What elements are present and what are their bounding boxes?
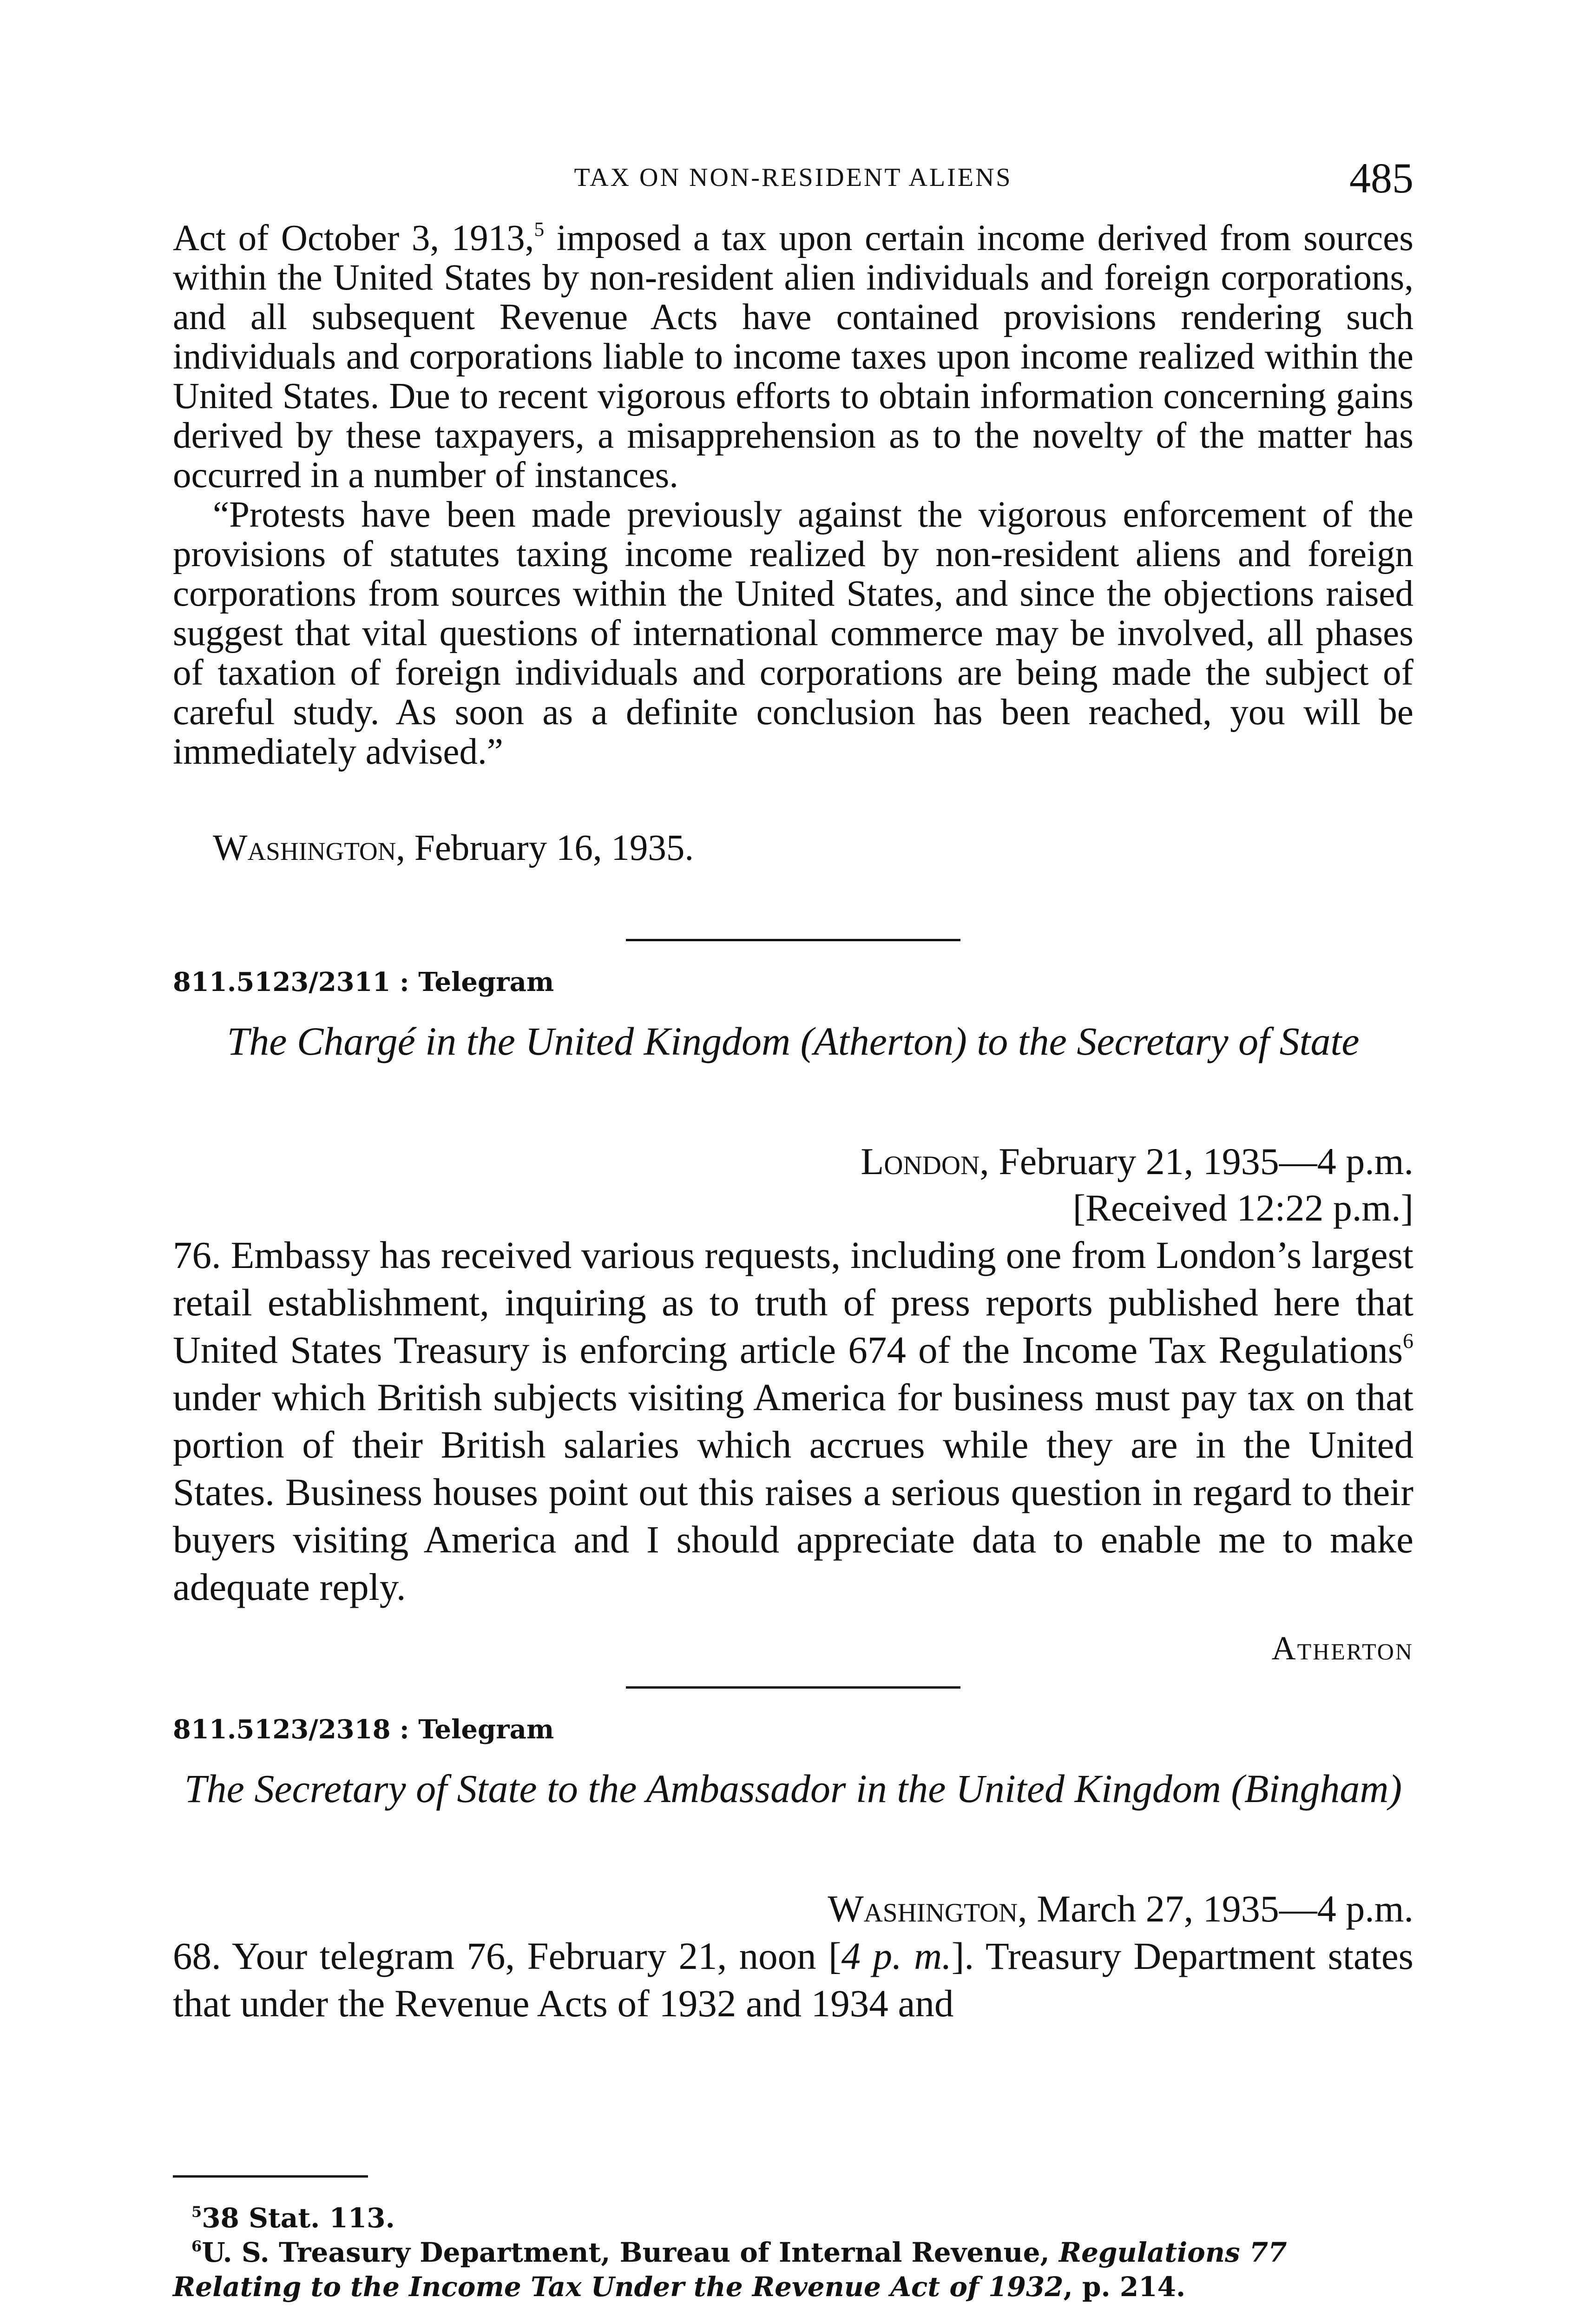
footnote-text: , p. 214. xyxy=(1063,2271,1186,2303)
paragraph-protests: “Protests have been made previously against the vigorous enforcement of the provisions of statutes taxing income realized by non-resident aliens and foreign corporations from sources within the United States, and since the objections raised suggest that vital questions of international commerce may be involved, all phases of taxation of foreign individuals and corporations are being made the subject of careful study. As soon as a definite conclusion has been reached, you will be immediately advised.” xyxy=(173,495,1413,772)
footnote-mark: 6 xyxy=(191,2237,202,2255)
footnote-5 xyxy=(173,2201,1413,2235)
paragraph-text: 76. Embassy has received various requests, including one from London’s largest retail establishment, inquiring as to truth of press reports published here that United States Treasury is enforcing article 674 of the Income Tax Regulations xyxy=(173,1234,1413,1371)
signature-atherton: Atherton xyxy=(1271,1630,1413,1667)
paragraph-text: 68. Your telegram 76, February 21, noon [ xyxy=(173,1934,841,1977)
footnote-text: U. S. Treasury Department, Bureau of Internal Revenue, xyxy=(202,2237,1059,2268)
paragraph-text: ]. Treasury Department states that under the Revenue Acts of 1932 and 1934 and xyxy=(173,1934,1413,2025)
section-divider xyxy=(626,939,960,941)
footnote-title: Regulations 77 Relating to the Income Tax Under the Revenue Act of 1932 xyxy=(173,2237,1287,2303)
file-reference: 811.5123/2318 : Telegram xyxy=(173,1714,554,1745)
document-heading: The Chargé in the United Kingdom (Atherton) to the Secretary of State xyxy=(227,1019,1360,1063)
footnote-text: 38 Stat. 113. xyxy=(202,2202,395,2234)
document-heading: The Secretary of State to the Ambassador in the United Kingdom (Bingham) xyxy=(184,1766,1402,1811)
running-title: TAX ON NON-RESIDENT ALIENS xyxy=(574,163,1012,192)
dateline-washington-mar-27 xyxy=(173,1886,1413,1932)
section-divider xyxy=(626,1686,960,1689)
paragraph-text: Act of October 3, 1913, xyxy=(173,218,534,258)
received-note: [Received 12:22 p.m.] xyxy=(1072,1187,1413,1229)
telegram-body-68 xyxy=(173,1932,1413,2027)
telegram-body-76 xyxy=(173,1231,1413,1611)
paragraph-text: imposed a tax upon certain income derived from sources within the United States by non-resident alien individuals and foreign corporations, and all subsequent Revenue Acts have contained provisions rendering such individuals and corporations liable to income taxes upon income realized within the United States. Due to recent vigorous efforts to obtain information concerning gains derived by these taxpayers, a misapprehension as to the novelty of the matter has occurred in a number of instances. xyxy=(173,218,1414,495)
running-head xyxy=(173,153,1413,200)
dateline-washington-feb-16 xyxy=(213,827,1413,869)
document-page xyxy=(173,153,1413,2027)
paragraph-act-of-1913 xyxy=(173,218,1413,495)
footnote-ref-5[interactable]: 5 xyxy=(534,218,545,241)
footnotes xyxy=(173,2175,1413,2304)
paragraph-italic: 4 p. m. xyxy=(841,1934,952,1977)
file-reference: 811.5123/2311 : Telegram xyxy=(173,967,554,997)
dateline-place: Washington xyxy=(213,828,396,868)
dateline-date: , February 16, 1935. xyxy=(396,828,694,868)
footnote-mark: 5 xyxy=(191,2203,202,2221)
dateline-date: , February 21, 1935—4 p.m. xyxy=(979,1140,1413,1182)
page-number: 485 xyxy=(1349,154,1413,202)
footnote-ref-6[interactable]: 6 xyxy=(1403,1329,1413,1353)
dateline-date: , March 27, 1935—4 p.m. xyxy=(1018,1888,1413,1930)
footnote-rule xyxy=(173,2175,368,2178)
dateline-place: Washington xyxy=(828,1888,1018,1930)
dateline-place: London xyxy=(861,1140,980,1182)
dateline-london xyxy=(173,1138,1413,1185)
footnote-6 xyxy=(173,2235,1413,2304)
paragraph-text: under which British subjects visiting America for business must pay tax on that portion of their British salaries which accrues while they are in the United States. Business houses point out this raises a serious question in regard to their buyers visiting America and I should appreciate data to enable me to make adequate reply. xyxy=(173,1376,1413,1608)
